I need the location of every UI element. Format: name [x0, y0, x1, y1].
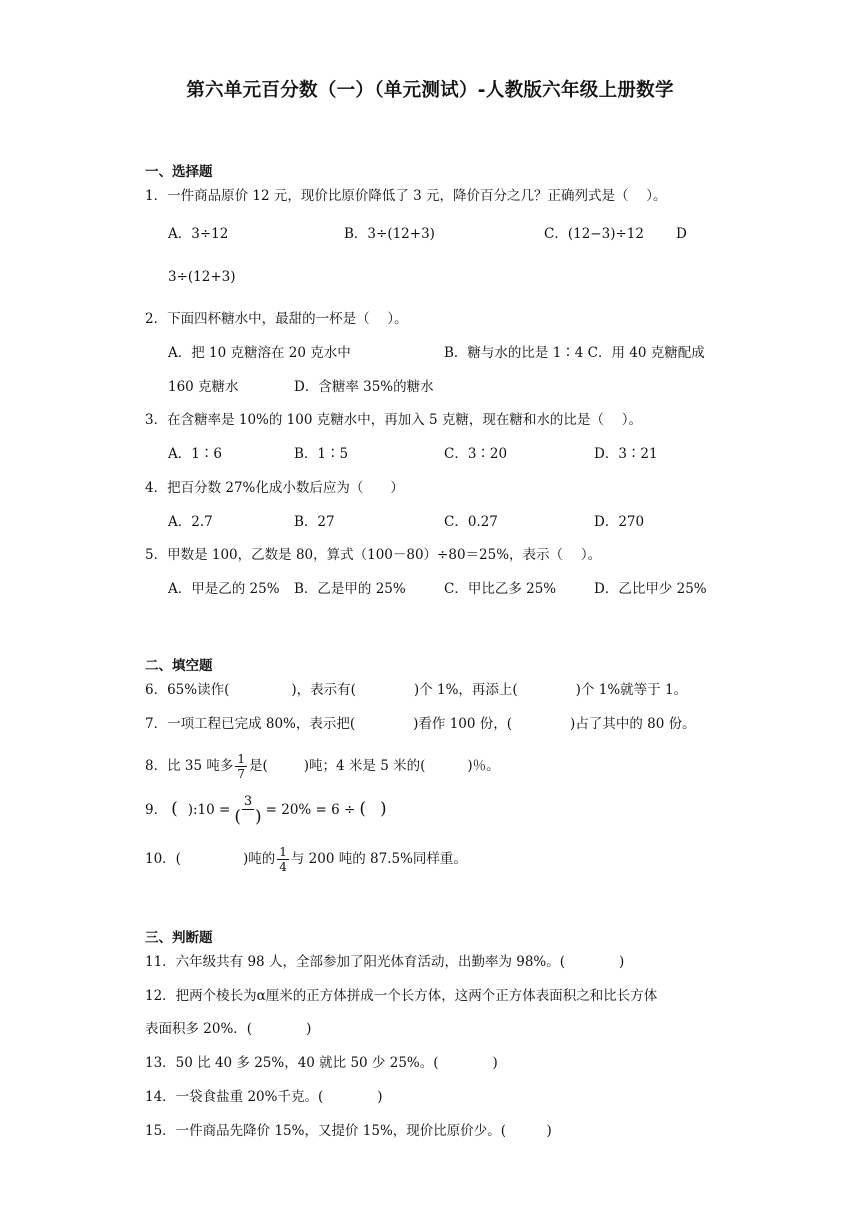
fraction: [235, 752, 247, 781]
question-3-option-d: D．3∶21: [594, 446, 658, 462]
question-1-stem: 1．一件商品原价 12 元，现价比原价降低了 3 元，降价百分之几？正确列式是（ ）。: [145, 188, 667, 204]
section-heading-fill: 二、填空题: [145, 658, 213, 674]
question-2-option-a: A．把 10 克糖溶在 20 克水中: [168, 345, 351, 361]
question-text: )看作 100 份，(: [413, 716, 513, 732]
fraction-numerator: 3: [243, 794, 253, 809]
question-5-option-c: C．甲比乙多 25%: [444, 581, 557, 597]
question-10: [145, 845, 467, 874]
question-1-option-d-label: D: [676, 226, 687, 242]
question-text: )吨；4 米是 5 米的(: [303, 758, 426, 774]
page-title: 第六单元百分数（一）（单元测试）-人教版六年级上册数学: [186, 80, 674, 101]
question-3-stem: 3．在含糖率是 10%的 100 克糖水中，再加入 5 克糖，现在糖和水的比是（ ）。: [145, 412, 642, 428]
section-heading-choice: 一、选择题: [145, 164, 213, 180]
question-text: 10．(: [145, 851, 181, 867]
math-expression: 3÷(12+3): [367, 226, 435, 242]
question-15: 15．一件商品先降价 15%，又提价 15%，现价比原价少。( ): [145, 1123, 552, 1139]
question-2-option-d: D．含糖率 35%的糖水: [294, 379, 434, 395]
option-label: B．: [344, 226, 368, 242]
answer-blank-denominator[interactable]: ( ): [234, 807, 262, 827]
question-2-stem: 2．下面四杯糖水中，最甜的一杯是（ ）。: [145, 311, 408, 327]
math-expression: = 20% = 6 ÷: [265, 802, 356, 818]
question-text: )，表示有(: [291, 682, 356, 698]
question-7: [145, 714, 696, 734]
question-13: 13．50 比 40 多 25%，40 就比 50 少 25%。( ): [145, 1055, 498, 1071]
question-text: )占了其中的 80 份。: [570, 716, 696, 732]
question-4-option-a: A．2.7: [168, 514, 213, 530]
fraction-denominator: 7: [237, 767, 245, 781]
answer-blank[interactable]: (: [171, 799, 178, 819]
question-8: [145, 752, 500, 781]
question-12-line-1: 12．把两个棱长为α厘米的正方体拼成一个长方体，这两个正方体表面积之和比长方体: [145, 988, 658, 1004]
question-4-option-c: C．0.27: [444, 514, 498, 530]
question-6: [145, 680, 687, 700]
fraction-numerator: 1: [237, 752, 245, 766]
math-expression: ):10 =: [187, 802, 231, 818]
question-text: )％。: [467, 758, 500, 774]
question-text: 6．65%读作(: [145, 682, 230, 698]
question-text: 是(: [249, 758, 268, 774]
question-2-option-b-c: B．糖与水的比是 1∶4 C．用 40 克糖配成: [444, 345, 705, 361]
question-3-option-a: A．1∶6: [168, 446, 222, 462]
question-3-option-b: B．1∶5: [294, 446, 349, 462]
question-9: [145, 795, 387, 826]
question-2-option-c-continued: 160 克糖水: [168, 379, 239, 395]
question-4-stem: 4．把百分数 27%化成小数后应为（ ）: [145, 480, 404, 496]
question-5-option-a: A．甲是乙的 25%: [168, 581, 280, 597]
question-3-option-c: C．3∶20: [444, 446, 508, 462]
question-text: 与 200 吨的 87.5%同样重。: [290, 851, 467, 867]
question-5-option-b: B．乙是甲的 25%: [294, 581, 406, 597]
answer-blank[interactable]: ( ): [359, 799, 387, 819]
math-expression: (12−3)÷12: [567, 226, 644, 242]
fraction-numerator: 1: [279, 845, 287, 859]
fraction: [232, 795, 263, 826]
question-label: 9．: [145, 802, 168, 818]
question-text: )个 1%，再添上(: [413, 682, 518, 698]
question-11: 11．六年级共有 98 人，全部参加了阳光体育活动，出勤率为 98%。( ): [145, 954, 625, 970]
question-text: )个 1%就等于 1。: [575, 682, 688, 698]
option-label: C．: [544, 226, 568, 242]
question-1-option-d-expression: 3÷(12+3): [168, 269, 236, 285]
question-5-option-d: D．乙比甲少 25%: [594, 581, 707, 597]
question-1-option-a: A．3÷12: [168, 226, 229, 242]
question-text: 8．比 35 吨多: [145, 758, 234, 774]
question-5-stem: 5．甲数是 100，乙数是 80，算式（100－80）÷80＝25%，表示（ ）。: [145, 547, 602, 563]
question-4-option-b: B．27: [294, 514, 335, 530]
question-text: )吨的: [242, 851, 276, 867]
question-12-line-2: 表面积多 20%．( ): [145, 1021, 312, 1037]
question-1-option-c: [544, 224, 644, 244]
question-text: 7．一项工程已完成 80%，表示把(: [145, 716, 356, 732]
question-1-option-b: [344, 224, 435, 244]
question-4-option-d: D．270: [594, 514, 645, 530]
fraction: [277, 845, 289, 874]
fraction-denominator: 4: [279, 860, 287, 874]
question-14: 14．一袋食盐重 20%千克。( ): [145, 1089, 383, 1105]
section-heading-judge: 三、判断题: [145, 930, 213, 946]
